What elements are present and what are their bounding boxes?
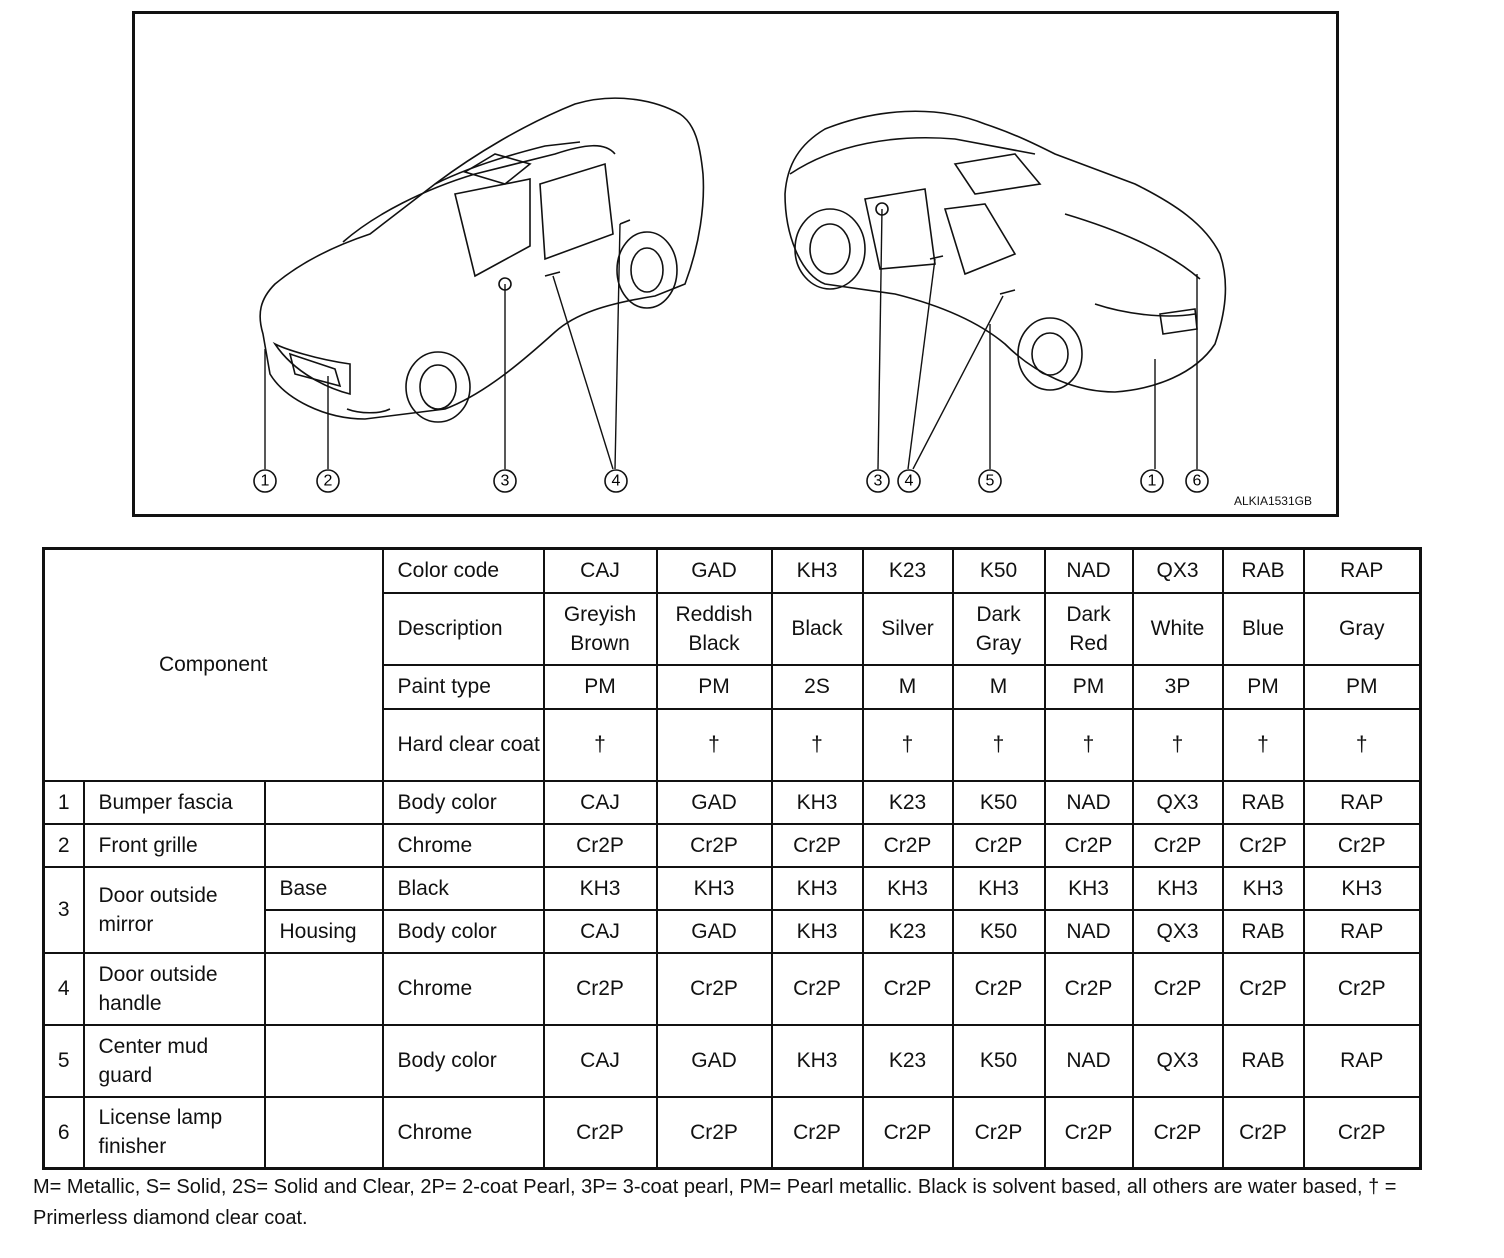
header-label: Color code xyxy=(383,549,544,593)
header-value: Silver xyxy=(863,593,953,665)
callout-rear-3 xyxy=(867,470,889,492)
header-row xyxy=(44,549,1421,593)
header-value: KH3 xyxy=(772,549,863,593)
car-drawings xyxy=(135,14,1336,514)
color-value: RAB xyxy=(1223,1025,1304,1097)
svg-text:2: 2 xyxy=(323,472,333,490)
header-value: QX3 xyxy=(1133,549,1223,593)
component-header: Component xyxy=(44,549,383,781)
svg-text:4: 4 xyxy=(904,472,914,490)
header-value: M xyxy=(953,665,1045,709)
color-value: Cr2P xyxy=(953,953,1045,1025)
color-value: Cr2P xyxy=(1133,824,1223,867)
header-value: † xyxy=(544,709,657,781)
svg-text:5: 5 xyxy=(985,472,995,490)
callout-rear-1 xyxy=(1141,470,1163,492)
header-value: † xyxy=(953,709,1045,781)
color-value: KH3 xyxy=(772,910,863,953)
color-value: Cr2P xyxy=(863,824,953,867)
header-value: PM xyxy=(1223,665,1304,709)
svg-text:1: 1 xyxy=(1147,472,1157,490)
svg-text:3: 3 xyxy=(873,472,883,490)
color-value: Cr2P xyxy=(1223,824,1304,867)
header-value: Greyish Brown xyxy=(544,593,657,665)
table-row xyxy=(44,824,1421,867)
front-view-car xyxy=(260,98,703,422)
color-value: KH3 xyxy=(772,781,863,824)
color-value: Cr2P xyxy=(657,824,772,867)
row-number: 3 xyxy=(44,867,84,953)
color-value: Cr2P xyxy=(772,1097,863,1169)
color-value: KH3 xyxy=(1045,867,1133,910)
figure-id: ALKIA1531GB xyxy=(1233,494,1312,508)
vehicle-illustration xyxy=(132,11,1339,517)
color-value: CAJ xyxy=(544,781,657,824)
table-row xyxy=(44,1025,1421,1097)
color-value: Cr2P xyxy=(1045,824,1133,867)
header-value: Reddish Black xyxy=(657,593,772,665)
svg-text:3: 3 xyxy=(500,472,510,490)
color-value: Cr2P xyxy=(1304,824,1421,867)
color-value: K50 xyxy=(953,781,1045,824)
color-value: Cr2P xyxy=(772,953,863,1025)
header-value: † xyxy=(863,709,953,781)
color-value: K50 xyxy=(953,910,1045,953)
header-value: K23 xyxy=(863,549,953,593)
header-value: 2S xyxy=(772,665,863,709)
row-number: 4 xyxy=(44,953,84,1025)
color-value: Cr2P xyxy=(1223,953,1304,1025)
sub-component: Housing xyxy=(265,910,383,953)
color-value: K23 xyxy=(863,1025,953,1097)
color-value: KH3 xyxy=(1304,867,1421,910)
color-value: Cr2P xyxy=(1133,953,1223,1025)
sub-component xyxy=(265,1097,383,1169)
header-value: 3P xyxy=(1133,665,1223,709)
component-name: Center mud guard xyxy=(84,1025,265,1097)
color-value: KH3 xyxy=(772,867,863,910)
header-value: PM xyxy=(657,665,772,709)
header-value: † xyxy=(1045,709,1133,781)
sub-component xyxy=(265,824,383,867)
header-value: Dark Red xyxy=(1045,593,1133,665)
header-value: RAP xyxy=(1304,549,1421,593)
color-value: Cr2P xyxy=(1223,1097,1304,1169)
sub-component xyxy=(265,953,383,1025)
color-value: Cr2P xyxy=(1304,953,1421,1025)
finish: Chrome xyxy=(383,953,544,1025)
color-value: K50 xyxy=(953,1025,1045,1097)
color-value: KH3 xyxy=(544,867,657,910)
header-value: RAB xyxy=(1223,549,1304,593)
color-value: QX3 xyxy=(1133,781,1223,824)
header-value: † xyxy=(657,709,772,781)
sub-component: Base xyxy=(265,867,383,910)
component-name: License lamp finisher xyxy=(84,1097,265,1169)
color-value: Cr2P xyxy=(772,824,863,867)
row-number: 6 xyxy=(44,1097,84,1169)
color-value: GAD xyxy=(657,1025,772,1097)
callout-front-3 xyxy=(494,470,516,492)
paint-color-table xyxy=(42,547,1422,1170)
color-value: Cr2P xyxy=(544,953,657,1025)
color-value: K23 xyxy=(863,781,953,824)
header-value: K50 xyxy=(953,549,1045,593)
header-value: White xyxy=(1133,593,1223,665)
color-value: RAB xyxy=(1223,910,1304,953)
color-value: KH3 xyxy=(1133,867,1223,910)
color-value: NAD xyxy=(1045,1025,1133,1097)
header-value: CAJ xyxy=(544,549,657,593)
finish: Body color xyxy=(383,781,544,824)
finish: Body color xyxy=(383,910,544,953)
color-value: KH3 xyxy=(657,867,772,910)
row-number: 1 xyxy=(44,781,84,824)
component-name: Bumper fascia xyxy=(84,781,265,824)
color-value: GAD xyxy=(657,781,772,824)
callout-front-1 xyxy=(254,470,276,492)
header-label: Hard clear coat xyxy=(383,709,544,781)
color-value: Cr2P xyxy=(544,1097,657,1169)
color-value: RAP xyxy=(1304,781,1421,824)
color-value: QX3 xyxy=(1133,910,1223,953)
color-value: CAJ xyxy=(544,910,657,953)
color-value: KH3 xyxy=(1223,867,1304,910)
sub-component xyxy=(265,1025,383,1097)
color-value: Cr2P xyxy=(1304,1097,1421,1169)
callout-front-4 xyxy=(605,470,627,492)
finish: Chrome xyxy=(383,1097,544,1169)
color-value: CAJ xyxy=(544,1025,657,1097)
header-value: PM xyxy=(544,665,657,709)
color-value: RAB xyxy=(1223,781,1304,824)
color-value: RAP xyxy=(1304,910,1421,953)
callout-rear-4 xyxy=(898,470,920,492)
table-row xyxy=(44,953,1421,1025)
color-value: RAP xyxy=(1304,1025,1421,1097)
color-value: QX3 xyxy=(1133,1025,1223,1097)
finish: Chrome xyxy=(383,824,544,867)
color-value: Cr2P xyxy=(657,953,772,1025)
header-value: Gray xyxy=(1304,593,1421,665)
leader-lines xyxy=(265,209,1197,469)
color-value: NAD xyxy=(1045,910,1133,953)
header-value: † xyxy=(1133,709,1223,781)
color-value: KH3 xyxy=(863,867,953,910)
header-value: Blue xyxy=(1223,593,1304,665)
color-value: Cr2P xyxy=(1133,1097,1223,1169)
svg-text:1: 1 xyxy=(260,472,270,490)
color-value: Cr2P xyxy=(953,1097,1045,1169)
component-name: Door outside mirror xyxy=(84,867,265,953)
callout-rear-5 xyxy=(979,470,1001,492)
header-label: Description xyxy=(383,593,544,665)
color-value: Cr2P xyxy=(863,1097,953,1169)
header-value: † xyxy=(1223,709,1304,781)
svg-text:4: 4 xyxy=(611,472,621,490)
header-label: Paint type xyxy=(383,665,544,709)
header-value: Dark Gray xyxy=(953,593,1045,665)
table-row xyxy=(44,1097,1421,1169)
color-value: Cr2P xyxy=(863,953,953,1025)
footnote: M= Metallic, S= Solid, 2S= Solid and Clear, 2P= 2-coat Pearl, 3P= 3-coat pearl, PM= Pearl metallic. Black is solvent based, all others are water based, † = Primerless diamond clear coat. xyxy=(33,1176,1397,1229)
color-value: NAD xyxy=(1045,781,1133,824)
header-value: † xyxy=(1304,709,1421,781)
component-name: Front grille xyxy=(84,824,265,867)
color-value: KH3 xyxy=(772,1025,863,1097)
color-value: KH3 xyxy=(953,867,1045,910)
header-value: NAD xyxy=(1045,549,1133,593)
rear-view-car xyxy=(785,111,1225,392)
finish: Body color xyxy=(383,1025,544,1097)
header-value: Black xyxy=(772,593,863,665)
header-value: M xyxy=(863,665,953,709)
color-value: Cr2P xyxy=(1045,953,1133,1025)
color-value: Cr2P xyxy=(544,824,657,867)
color-value: Cr2P xyxy=(953,824,1045,867)
svg-text:6: 6 xyxy=(1192,472,1202,490)
callout-front-2 xyxy=(317,470,339,492)
color-value: K23 xyxy=(863,910,953,953)
finish: Black xyxy=(383,867,544,910)
header-value: † xyxy=(772,709,863,781)
color-value: Cr2P xyxy=(657,1097,772,1169)
row-number: 5 xyxy=(44,1025,84,1097)
header-value: PM xyxy=(1045,665,1133,709)
component-name: Door outside handle xyxy=(84,953,265,1025)
header-value: GAD xyxy=(657,549,772,593)
table-row xyxy=(44,867,1421,910)
row-number: 2 xyxy=(44,824,84,867)
callout-rear-6 xyxy=(1186,470,1208,492)
color-value: GAD xyxy=(657,910,772,953)
header-value: PM xyxy=(1304,665,1421,709)
sub-component xyxy=(265,781,383,824)
table-row xyxy=(44,781,1421,824)
color-value: Cr2P xyxy=(1045,1097,1133,1169)
